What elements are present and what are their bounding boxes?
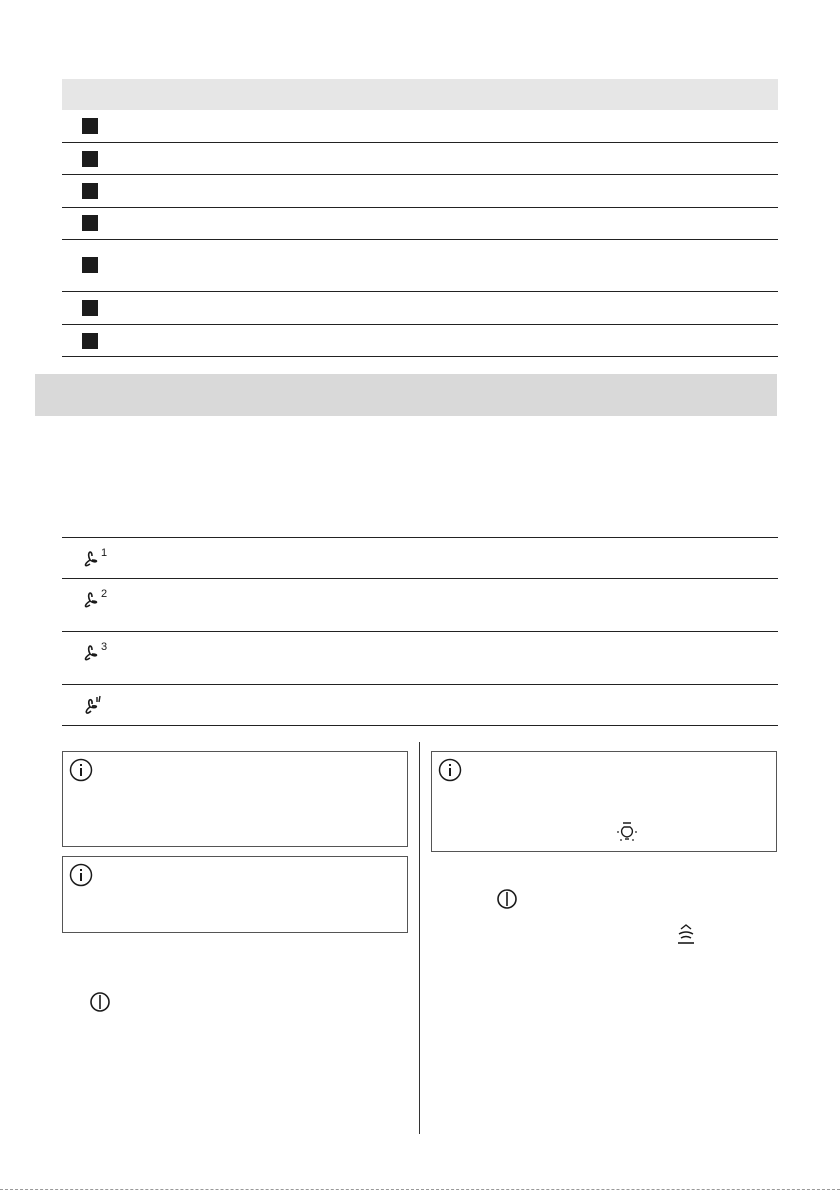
row-marker xyxy=(82,215,98,231)
info-icon xyxy=(69,863,93,887)
info-note-box xyxy=(62,751,408,847)
fan-level-label: 1 xyxy=(101,547,108,559)
table-row xyxy=(62,240,778,292)
table-row xyxy=(62,292,778,325)
light-bulb-icon xyxy=(616,821,638,845)
fan-speed-2-icon xyxy=(80,587,114,611)
info-note-box xyxy=(62,856,408,933)
table-row xyxy=(62,685,778,726)
row-marker xyxy=(82,118,98,134)
row-marker xyxy=(82,257,98,273)
info-note-box xyxy=(431,751,777,852)
page-bottom-edge xyxy=(0,1189,840,1190)
row-marker xyxy=(82,183,98,199)
info-icon xyxy=(69,758,93,782)
section-heading-band xyxy=(35,374,777,416)
fan-intensive-icon xyxy=(80,694,114,718)
row-marker xyxy=(82,333,98,349)
table-row xyxy=(62,325,778,357)
power-icon xyxy=(496,888,518,910)
column-divider xyxy=(419,742,420,1134)
info-icon xyxy=(438,758,462,782)
fan-level-label: 2 xyxy=(101,588,108,600)
fan-speed-3-icon xyxy=(80,640,114,664)
table-row xyxy=(62,632,778,685)
table-row xyxy=(62,143,778,175)
hob-to-hood-icon xyxy=(675,923,697,947)
row-marker xyxy=(82,300,98,316)
table-row xyxy=(62,208,778,240)
table-row xyxy=(62,579,778,632)
fan-level-label: 3 xyxy=(101,641,108,653)
table-row xyxy=(62,175,778,208)
table-row xyxy=(62,538,778,579)
row-marker xyxy=(82,151,98,167)
table-row xyxy=(62,110,778,143)
fan-speed-1-icon xyxy=(80,546,114,570)
table-header xyxy=(62,79,778,110)
power-icon xyxy=(89,991,111,1013)
